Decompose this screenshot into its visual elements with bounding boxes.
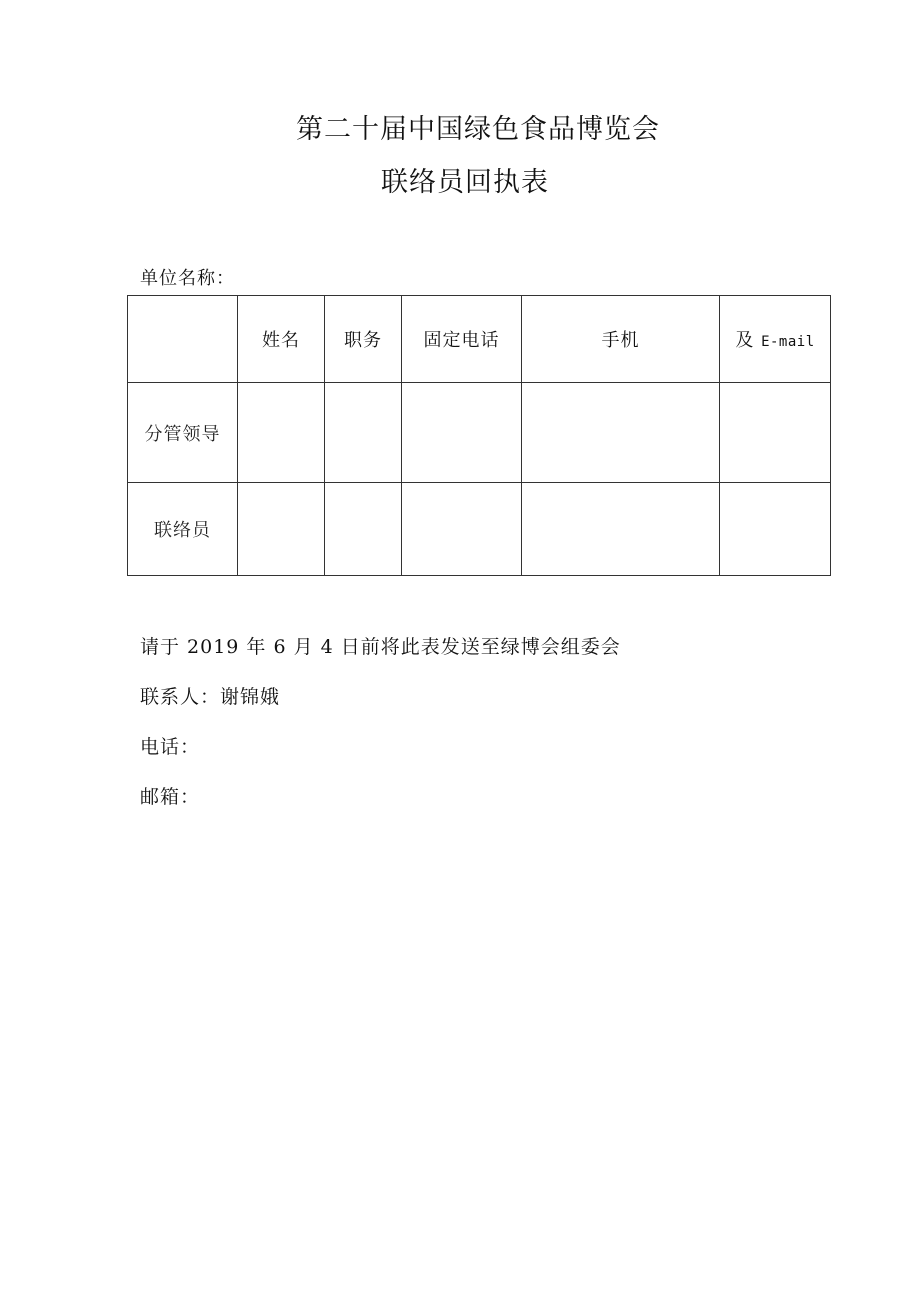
liaison-position-cell[interactable] (325, 483, 402, 576)
header-landline: 固定电话 (402, 296, 522, 383)
liaison-email-cell[interactable] (720, 483, 831, 576)
contact-phone: 电话： (140, 736, 201, 758)
unit-name-label: 单位名称： (140, 268, 235, 289)
header-position: 职务 (325, 296, 402, 383)
contact-email: 邮箱： (140, 786, 201, 808)
deadline-note: 请于 2019 年 6 月 4 日前将此表发送至绿博会组委会 (140, 636, 621, 658)
table-row (128, 383, 831, 483)
leader-landline-cell[interactable] (402, 383, 522, 483)
document-subtitle: 联络员回执表 (381, 167, 549, 198)
header-email-label: E-mail (761, 334, 815, 350)
row-label-liaison: 联络员 (128, 483, 238, 576)
leader-position-cell[interactable] (325, 383, 402, 483)
header-name: 姓名 (238, 296, 325, 383)
header-email-and: 及 (735, 330, 755, 351)
leader-email-cell[interactable] (720, 383, 831, 483)
table-header-row (128, 296, 831, 383)
liaison-name-cell[interactable] (238, 483, 325, 576)
header-mobile: 手机 (522, 296, 720, 383)
reply-form-table (127, 295, 831, 576)
row-label-leader: 分管领导 (128, 383, 238, 483)
leader-name-cell[interactable] (238, 383, 325, 483)
contact-person: 联系人：谢锦娥 (140, 686, 281, 708)
header-cell-empty (128, 296, 238, 383)
header-email (720, 296, 831, 383)
liaison-mobile-cell[interactable] (522, 483, 720, 576)
leader-mobile-cell[interactable] (522, 383, 720, 483)
document-title: 第二十届中国绿色食品博览会 (296, 114, 660, 145)
table-row (128, 483, 831, 576)
liaison-landline-cell[interactable] (402, 483, 522, 576)
